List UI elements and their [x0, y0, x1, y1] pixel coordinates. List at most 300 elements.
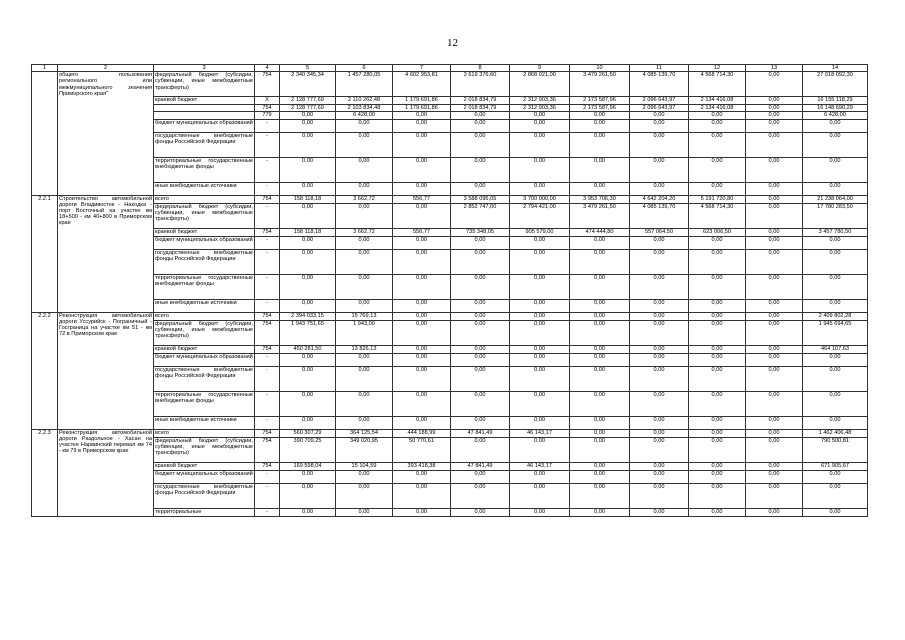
amount-cell: 0,00	[510, 437, 570, 462]
amount-cell: 0,00	[570, 470, 630, 483]
grbs-code: 754	[255, 312, 280, 320]
grbs-code: -	[255, 299, 280, 312]
amount-cell: 0,00	[630, 345, 689, 353]
column-header: 1	[32, 65, 58, 72]
funding-source: бюджет муниципальных образований	[154, 119, 255, 132]
row-code: 2.2.1	[32, 195, 58, 312]
table-row	[32, 299, 868, 312]
amount-cell: 0,00	[689, 437, 746, 462]
amount-cell: 2 103 834,48	[336, 105, 393, 112]
table-row	[32, 312, 868, 320]
grbs-code: -	[255, 249, 280, 274]
amount-cell: 0,00	[393, 483, 451, 508]
amount-cell: 0,00	[689, 119, 746, 132]
amount-cell: 15 769,13	[336, 312, 393, 320]
amount-cell: 0,00	[393, 391, 451, 416]
funding-source: иные внебюджетные источники	[154, 182, 255, 195]
amount-cell: 2 852 747,00	[451, 203, 510, 228]
amount-cell: 3 662,72	[336, 195, 393, 203]
column-header: 3	[154, 65, 255, 72]
amount-cell: 0,00	[280, 353, 336, 366]
amount-cell: 0,00	[803, 299, 868, 312]
amount-cell: 3 479 261,50	[570, 203, 630, 228]
amount-cell: 0,00	[689, 274, 746, 299]
grbs-code: -	[255, 203, 280, 228]
amount-cell: 2 794 421,00	[510, 203, 570, 228]
amount-cell: 0,00	[336, 470, 393, 483]
amount-cell: 0,00	[689, 483, 746, 508]
amount-cell: 0,00	[280, 299, 336, 312]
table-row	[32, 182, 868, 195]
funding-source: территориальные государственные внебюджетные фонды	[154, 157, 255, 182]
amount-cell: 0,00	[630, 429, 689, 437]
amount-cell: 158 118,18	[280, 228, 336, 236]
amount-cell: 0,00	[570, 112, 630, 119]
amount-cell: 2 018 834,79	[451, 105, 510, 112]
table-row	[32, 203, 868, 228]
amount-cell: 0,00	[280, 119, 336, 132]
amount-cell: 0,00	[746, 483, 803, 508]
amount-cell: 0,00	[336, 416, 393, 429]
page-number: 12	[447, 37, 458, 49]
column-header: 9	[510, 65, 570, 72]
amount-cell: 15 104,59	[336, 462, 393, 470]
column-header: 10	[570, 65, 630, 72]
amount-cell: 0,00	[570, 132, 630, 157]
amount-cell: 1 943 751,65	[280, 320, 336, 345]
amount-cell: 0,00	[630, 391, 689, 416]
amount-cell: 0,00	[630, 416, 689, 429]
amount-cell: 0,00	[630, 182, 689, 195]
amount-cell: 450 281,50	[280, 345, 336, 353]
amount-cell: 4 568 714,30	[689, 72, 746, 97]
table-row	[32, 236, 868, 249]
grbs-code: 754	[255, 195, 280, 203]
amount-cell: 0,00	[570, 182, 630, 195]
grbs-code: 754	[255, 437, 280, 462]
amount-cell: 0,00	[451, 112, 510, 119]
column-header: 4	[255, 65, 280, 72]
amount-cell: 0,00	[746, 312, 803, 320]
column-header: 12	[689, 65, 746, 72]
row-code	[32, 72, 58, 195]
amount-cell: 1 179 691,86	[393, 97, 451, 105]
amount-cell: 2 340 345,34	[280, 72, 336, 97]
amount-cell: 2 312 903,36	[510, 97, 570, 105]
table-row	[32, 345, 868, 353]
amount-cell: 3 457 780,50	[803, 228, 868, 236]
table-row	[32, 437, 868, 462]
amount-cell: 0,00	[689, 299, 746, 312]
amount-cell: 0,00	[280, 274, 336, 299]
funding-source: всего	[154, 195, 255, 203]
grbs-code: -	[255, 182, 280, 195]
table-row	[32, 353, 868, 366]
amount-cell: 0,00	[510, 249, 570, 274]
row-code: 2.2.3	[32, 429, 58, 516]
table-row	[32, 132, 868, 157]
amount-cell: 0,00	[393, 119, 451, 132]
amount-cell: 2 110 262,48	[336, 97, 393, 105]
amount-cell: 0,00	[336, 483, 393, 508]
amount-cell: 0,00	[746, 195, 803, 203]
amount-cell: 790 500,81	[803, 437, 868, 462]
amount-cell: 0,00	[451, 483, 510, 508]
amount-cell: 0,00	[451, 299, 510, 312]
amount-cell: 47 841,49	[451, 462, 510, 470]
amount-cell: 0,00	[570, 416, 630, 429]
grbs-code: X	[255, 97, 280, 105]
amount-cell: 0,00	[746, 366, 803, 391]
amount-cell: 0,00	[393, 320, 451, 345]
amount-cell: 0,00	[393, 236, 451, 249]
amount-cell: 0,00	[630, 119, 689, 132]
amount-cell: 0,00	[570, 249, 630, 274]
amount-cell: 2 096 643,97	[630, 97, 689, 105]
amount-cell: 0,00	[510, 182, 570, 195]
measure-name: Реконструкция автомобильной дороги Раздольное - Хасан на участке Нарвинский перевал км 74 - км 79 в Приморском крае	[58, 429, 154, 516]
amount-cell: 0,00	[510, 119, 570, 132]
amount-cell: 0,00	[630, 236, 689, 249]
grbs-code: 754	[255, 228, 280, 236]
amount-cell: 0,00	[689, 508, 746, 516]
amount-cell: 13 826,13	[336, 345, 393, 353]
amount-cell: 0,00	[451, 437, 510, 462]
amount-cell: 0,00	[746, 132, 803, 157]
amount-cell: 0,00	[746, 228, 803, 236]
amount-cell: 0,00	[803, 132, 868, 157]
amount-cell: 0,00	[336, 236, 393, 249]
amount-cell: 0,00	[510, 312, 570, 320]
amount-cell: 0,00	[746, 353, 803, 366]
amount-cell: 3 700 000,00	[510, 195, 570, 203]
table-row	[32, 157, 868, 182]
amount-cell: 0,00	[280, 508, 336, 516]
grbs-code: -	[255, 157, 280, 182]
amount-cell: 560 307,29	[280, 429, 336, 437]
amount-cell: 0,00	[803, 391, 868, 416]
grbs-code: -	[255, 470, 280, 483]
funding-source: всего	[154, 312, 255, 320]
amount-cell: 0,00	[746, 182, 803, 195]
amount-cell: 0,00	[451, 470, 510, 483]
amount-cell: 364 125,54	[336, 429, 393, 437]
grbs-code: 754	[255, 72, 280, 97]
amount-cell: 0,00	[393, 132, 451, 157]
amount-cell: 0,00	[689, 157, 746, 182]
amount-cell: 0,00	[510, 508, 570, 516]
funding-source	[154, 112, 255, 119]
amount-cell: 5 191 720,80	[689, 195, 746, 203]
grbs-code: -	[255, 391, 280, 416]
amount-cell: 0,00	[630, 320, 689, 345]
amount-cell: 0,00	[746, 320, 803, 345]
amount-cell: 0,00	[630, 299, 689, 312]
amount-cell: 0,00	[510, 391, 570, 416]
amount-cell: 0,00	[510, 470, 570, 483]
amount-cell: 0,00	[803, 470, 868, 483]
amount-cell: 0,00	[510, 132, 570, 157]
amount-cell: 0,00	[630, 483, 689, 508]
amount-cell: 2 173 587,96	[570, 105, 630, 112]
grbs-code: -	[255, 483, 280, 508]
amount-cell: 0,00	[689, 429, 746, 437]
column-header: 7	[393, 65, 451, 72]
amount-cell: 0,00	[746, 345, 803, 353]
amount-cell: 0,00	[451, 236, 510, 249]
amount-cell: 0,00	[451, 345, 510, 353]
amount-cell: 671 905,67	[803, 462, 868, 470]
amount-cell: 0,00	[746, 72, 803, 97]
amount-cell: 0,00	[803, 366, 868, 391]
amount-cell: 0,00	[336, 203, 393, 228]
amount-cell: 0,00	[630, 437, 689, 462]
amount-cell: 0,00	[746, 391, 803, 416]
table-row	[32, 391, 868, 416]
amount-cell: 0,00	[510, 353, 570, 366]
column-header: 6	[336, 65, 393, 72]
amount-cell: 0,00	[393, 112, 451, 119]
amount-cell: 0,00	[336, 353, 393, 366]
grbs-code: 754	[255, 429, 280, 437]
table-row	[32, 320, 868, 345]
funding-source: краевой бюджет	[154, 228, 255, 236]
grbs-code: -	[255, 274, 280, 299]
amount-cell: 1 943,00	[336, 320, 393, 345]
amount-cell: 0,00	[570, 299, 630, 312]
amount-cell: 0,00	[451, 274, 510, 299]
column-header: 14	[803, 65, 868, 72]
grbs-code: -	[255, 119, 280, 132]
amount-cell: 0,00	[746, 249, 803, 274]
grbs-code: -	[255, 353, 280, 366]
amount-cell: 735 348,05	[451, 228, 510, 236]
amount-cell: 0,00	[280, 157, 336, 182]
amount-cell: 0,00	[689, 236, 746, 249]
amount-cell: 0,00	[280, 470, 336, 483]
budget-table	[31, 64, 868, 517]
amount-cell: 0,00	[393, 353, 451, 366]
amount-cell: 0,00	[451, 249, 510, 274]
grbs-code: 754	[255, 462, 280, 470]
amount-cell: 0,00	[570, 437, 630, 462]
amount-cell: 0,00	[336, 508, 393, 516]
measure-name: общего пользования регионального или межмуниципального значения Приморского края"	[58, 72, 154, 195]
amount-cell: 0,00	[803, 236, 868, 249]
amount-cell: 0,00	[510, 416, 570, 429]
amount-cell: 47 841,49	[451, 429, 510, 437]
amount-cell: 0,00	[451, 391, 510, 416]
amount-cell: 0,00	[630, 353, 689, 366]
amount-cell: 905 579,00	[510, 228, 570, 236]
amount-cell: 623 006,50	[689, 228, 746, 236]
amount-cell: 0,00	[689, 462, 746, 470]
grbs-code: 754	[255, 320, 280, 345]
amount-cell: 464 107,63	[803, 345, 868, 353]
amount-cell: 3 619 376,60	[451, 72, 510, 97]
amount-cell: 0,00	[336, 119, 393, 132]
amount-cell: 0,00	[630, 132, 689, 157]
amount-cell: 0,00	[689, 353, 746, 366]
amount-cell: 0,00	[451, 157, 510, 182]
amount-cell: 0,00	[510, 320, 570, 345]
funding-source: бюджет муниципальных образований	[154, 353, 255, 366]
amount-cell: 0,00	[746, 119, 803, 132]
amount-cell: 0,00	[336, 182, 393, 195]
grbs-code: -	[255, 508, 280, 516]
grbs-code: -	[255, 132, 280, 157]
grbs-code: 754	[255, 105, 280, 112]
amount-cell: 0,00	[451, 366, 510, 391]
amount-cell: 0,00	[393, 366, 451, 391]
amount-cell: 556,77	[393, 228, 451, 236]
amount-cell: 0,00	[746, 508, 803, 516]
table-row	[32, 249, 868, 274]
amount-cell: 0,00	[393, 182, 451, 195]
amount-cell: 6 428,00	[336, 112, 393, 119]
amount-cell: 0,00	[280, 112, 336, 119]
amount-cell: 0,00	[451, 132, 510, 157]
grbs-code: 754	[255, 345, 280, 353]
amount-cell: 0,00	[451, 182, 510, 195]
amount-cell: 2 394 033,15	[280, 312, 336, 320]
amount-cell: 0,00	[803, 182, 868, 195]
amount-cell: 0,00	[393, 470, 451, 483]
amount-cell: 0,00	[746, 416, 803, 429]
amount-cell: 0,00	[689, 416, 746, 429]
amount-cell: 444 188,99	[393, 429, 451, 437]
funding-source: государственные внебюджетные фонды Российской Федерации	[154, 132, 255, 157]
table-row	[32, 508, 868, 516]
amount-cell: 0,00	[803, 353, 868, 366]
amount-cell: 393 418,38	[393, 462, 451, 470]
amount-cell: 3 953 706,30	[570, 195, 630, 203]
amount-cell: 0,00	[570, 236, 630, 249]
table-row	[32, 112, 868, 119]
table-row	[32, 462, 868, 470]
amount-cell: 390 709,25	[280, 437, 336, 462]
amount-cell: 0,00	[393, 249, 451, 274]
amount-cell: 0,00	[393, 345, 451, 353]
amount-cell: 0,00	[570, 274, 630, 299]
amount-cell: 0,00	[570, 345, 630, 353]
amount-cell: 474 444,80	[570, 228, 630, 236]
amount-cell: 0,00	[451, 320, 510, 345]
amount-cell: 0,00	[570, 391, 630, 416]
funding-source: краевой бюджет	[154, 345, 255, 353]
funding-source: федеральный бюджет (субсидии, субвенции, иные межбюджетные трансферты)	[154, 320, 255, 345]
table-row	[32, 119, 868, 132]
amount-cell: 0,00	[570, 508, 630, 516]
amount-cell: 0,00	[451, 312, 510, 320]
amount-cell: 0,00	[746, 470, 803, 483]
amount-cell: 0,00	[630, 508, 689, 516]
amount-cell: 2 409 802,28	[803, 312, 868, 320]
amount-cell: 0,00	[336, 366, 393, 391]
amount-cell: 0,00	[570, 366, 630, 391]
amount-cell: 0,00	[393, 203, 451, 228]
amount-cell: 0,00	[570, 119, 630, 132]
amount-cell: 0,00	[746, 437, 803, 462]
table-row	[32, 470, 868, 483]
amount-cell: 158 118,18	[280, 195, 336, 203]
table-row	[32, 366, 868, 391]
amount-cell: 0,00	[630, 274, 689, 299]
column-header: 8	[451, 65, 510, 72]
amount-cell: 0,00	[746, 157, 803, 182]
amount-cell: 0,00	[336, 299, 393, 312]
amount-cell: 4 085 139,70	[630, 203, 689, 228]
funding-source: территориальные государственные внебюджетные фонды	[154, 391, 255, 416]
amount-cell: 3 662,72	[336, 228, 393, 236]
amount-cell: 0,00	[689, 249, 746, 274]
funding-source: бюджет муниципальных образований	[154, 470, 255, 483]
amount-cell: 4 085 139,70	[630, 72, 689, 97]
amount-cell: 46 143,17	[510, 462, 570, 470]
amount-cell: 0,00	[336, 157, 393, 182]
amount-cell: 0,00	[746, 203, 803, 228]
amount-cell: 556,77	[393, 195, 451, 203]
column-header: 2	[58, 65, 154, 72]
column-header: 11	[630, 65, 689, 72]
amount-cell: 0,00	[393, 416, 451, 429]
amount-cell: 2 868 021,00	[510, 72, 570, 97]
grbs-code: 779	[255, 112, 280, 119]
funding-source: федеральный бюджет (субсидии, субвенции, иные межбюджетные трансферты)	[154, 72, 255, 97]
row-code: 2.2.2	[32, 312, 58, 429]
amount-cell: 0,00	[803, 157, 868, 182]
amount-cell: 0,00	[393, 508, 451, 516]
funding-source: всего	[154, 429, 255, 437]
amount-cell: 0,00	[630, 470, 689, 483]
table-row	[32, 228, 868, 236]
funding-source	[154, 105, 255, 112]
amount-cell: 0,00	[280, 249, 336, 274]
amount-cell: 3 479 261,50	[570, 72, 630, 97]
amount-cell: 0,00	[570, 462, 630, 470]
grbs-code: -	[255, 416, 280, 429]
amount-cell: 0,00	[280, 391, 336, 416]
table-row	[32, 416, 868, 429]
amount-cell: 0,00	[393, 312, 451, 320]
amount-cell: 1 457 280,05	[336, 72, 393, 97]
funding-source: иные внебюджетные источники	[154, 299, 255, 312]
amount-cell: 0,00	[630, 312, 689, 320]
grbs-code: -	[255, 366, 280, 391]
amount-cell: 1 462 406,48	[803, 429, 868, 437]
amount-cell: 0,00	[746, 429, 803, 437]
amount-cell: 0,00	[803, 119, 868, 132]
amount-cell: 0,00	[280, 483, 336, 508]
amount-cell: 16 155 118,29	[803, 97, 868, 105]
amount-cell: 0,00	[746, 274, 803, 299]
measure-name: Реконструкция автомобильной дороги Уссурийск - Пограничный - Госграница на участке км 51 - км 72 в Приморском крае	[58, 312, 154, 429]
amount-cell: 0,00	[510, 299, 570, 312]
amount-cell: 0,00	[451, 508, 510, 516]
amount-cell: 2 173 587,96	[570, 97, 630, 105]
amount-cell: 2 128 777,69	[280, 97, 336, 105]
funding-source: иные внебюджетные источники	[154, 416, 255, 429]
amount-cell: 0,00	[803, 483, 868, 508]
funding-source: территориальные государственные внебюджетные фонды	[154, 274, 255, 299]
amount-cell: 4 568 714,30	[689, 203, 746, 228]
amount-cell: 0,00	[336, 274, 393, 299]
funding-source: государственные внебюджетные фонды Российской Федерации	[154, 483, 255, 508]
column-header: 13	[746, 65, 803, 72]
amount-cell: 0,00	[746, 97, 803, 105]
amount-cell: 0,00	[803, 274, 868, 299]
amount-cell: 0,00	[689, 470, 746, 483]
